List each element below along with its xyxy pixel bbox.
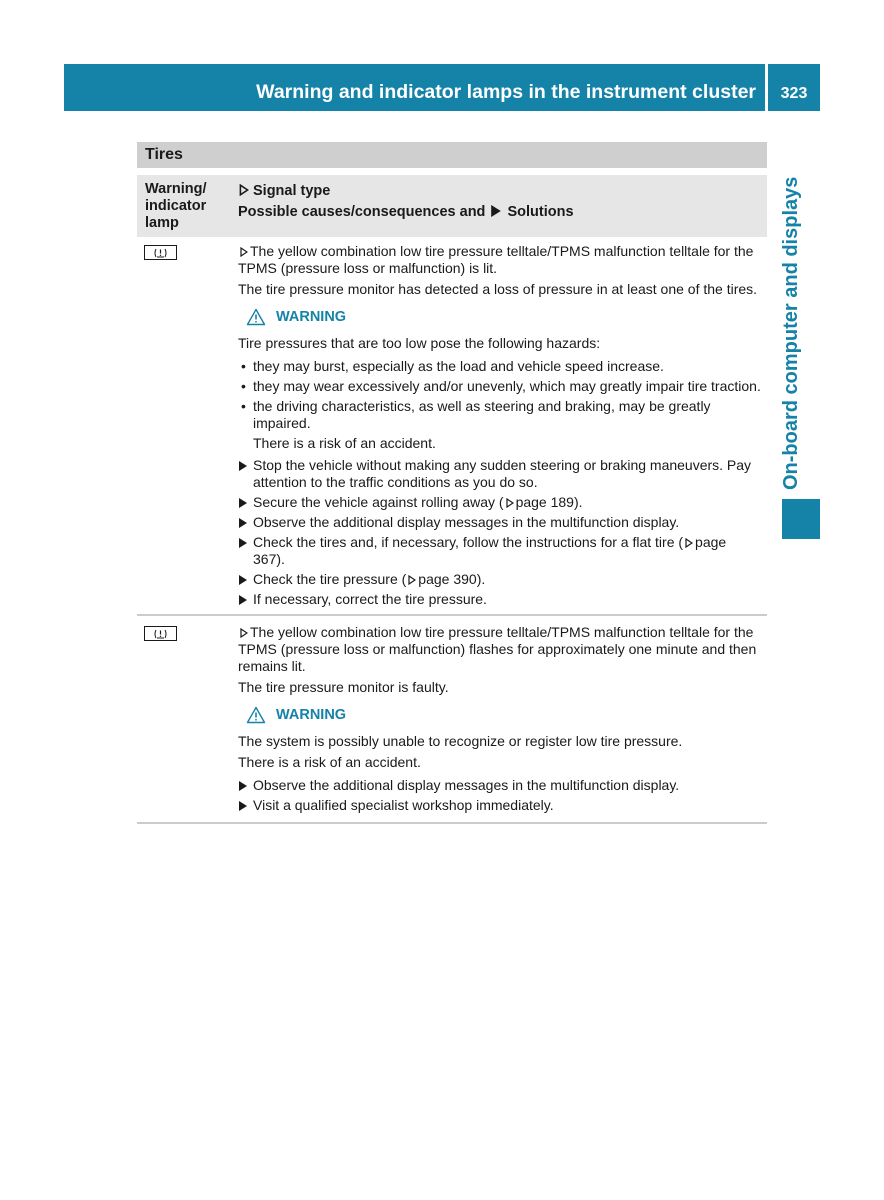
hazard-item: • the driving characteristics, as well as steering and braking, may be greatly impaired. <box>238 398 761 432</box>
page-number: 323 <box>780 85 808 102</box>
section-title: Tires <box>137 142 767 168</box>
solid-triangle-icon <box>239 781 247 791</box>
warning-intro: Tire pressures that are too low pose the following hazards: <box>238 335 601 351</box>
action-item: If necessary, correct the tire pressure. <box>238 591 761 608</box>
solid-triangle-icon <box>491 205 501 217</box>
outline-triangle-icon <box>240 247 248 257</box>
solid-triangle-icon <box>239 595 247 605</box>
page-ref-icon <box>506 498 514 508</box>
action-item: Observe the additional display messages in the multifunction display. <box>238 777 761 794</box>
warning-triangle-icon <box>246 308 266 326</box>
risk-text: There is a risk of an accident. <box>253 435 436 451</box>
action-item: Stop the vehicle without making any sudden steering or braking maneuvers. Pay attention to the traffic conditions as you do so. <box>238 457 761 491</box>
signal-type-text: The yellow combination low tire pressure telltale/TPMS malfunction telltale for the TPMS (pressure loss or malfunction) is lit. <box>238 243 754 276</box>
header-signal-type: Signal type <box>238 181 767 202</box>
risk-text: There is a risk of an accident. <box>238 754 421 770</box>
solid-triangle-icon <box>239 538 247 548</box>
tires-table <box>137 142 767 824</box>
side-tab-label: On-board computer and displays <box>780 176 802 490</box>
lamp-cell <box>137 243 231 608</box>
page-header-title: Warning and indicator lamps in the instrument cluster <box>256 81 756 103</box>
header-causes-solutions: Possible causes/consequences and Solutions <box>238 204 574 220</box>
action-item: Visit a qualified specialist workshop immediately. <box>238 797 761 814</box>
solid-triangle-icon <box>239 575 247 585</box>
action-item: Secure the vehicle against rolling away ( page 189). <box>238 494 761 511</box>
tpms-warning-icon <box>144 626 177 641</box>
page-reference-link[interactable]: page 367 <box>253 534 727 567</box>
table-row <box>137 616 767 824</box>
description-cell <box>231 624 767 814</box>
action-item: Observe the additional display messages in the multifunction display. <box>238 514 761 531</box>
page-reference-link[interactable]: page 189 <box>515 494 574 510</box>
warning-text: The system is possibly unable to recognize or register low tire pressure. <box>238 733 683 749</box>
solid-triangle-icon <box>239 801 247 811</box>
signal-type-text: The yellow combination low tire pressure telltale/TPMS malfunction telltale for the TPMS (pressure loss or malfunction) flashes for approximately one minute and then remains lit. <box>238 624 757 674</box>
description-cell <box>231 243 767 608</box>
warning-heading: WARNING <box>246 308 761 326</box>
solid-triangle-icon <box>239 461 247 471</box>
header-signal-column <box>231 175 767 237</box>
cause-text: The tire pressure monitor has detected a loss of pressure in at least one of the tires. <box>238 281 758 297</box>
hazard-item: • they may burst, especially as the load and vehicle speed increase. <box>238 358 761 375</box>
page-ref-icon <box>685 538 693 548</box>
solid-triangle-icon <box>239 518 247 528</box>
side-tab-marker <box>782 499 820 539</box>
hazard-item: • they may wear excessively and/or unevenly, which may greatly impair tire traction. <box>238 378 761 395</box>
lamp-cell <box>137 624 231 814</box>
table-header <box>137 175 767 237</box>
table-row <box>137 237 767 616</box>
action-item: Check the tires and, if necessary, follow the instructions for a flat tire ( page 367). <box>238 534 761 568</box>
outline-triangle-icon <box>239 184 249 196</box>
action-item: Check the tire pressure ( page 390). <box>238 571 761 588</box>
warning-triangle-icon <box>246 706 266 724</box>
warning-heading: WARNING <box>246 706 761 724</box>
page-reference-link[interactable]: page 390 <box>418 571 477 587</box>
solid-triangle-icon <box>239 498 247 508</box>
cause-text: The tire pressure monitor is faulty. <box>238 679 449 695</box>
header-lamp-column: Warning/ indicator lamp <box>145 181 207 231</box>
page-ref-icon <box>408 575 416 585</box>
tpms-warning-icon <box>144 245 177 260</box>
outline-triangle-icon <box>240 628 248 638</box>
